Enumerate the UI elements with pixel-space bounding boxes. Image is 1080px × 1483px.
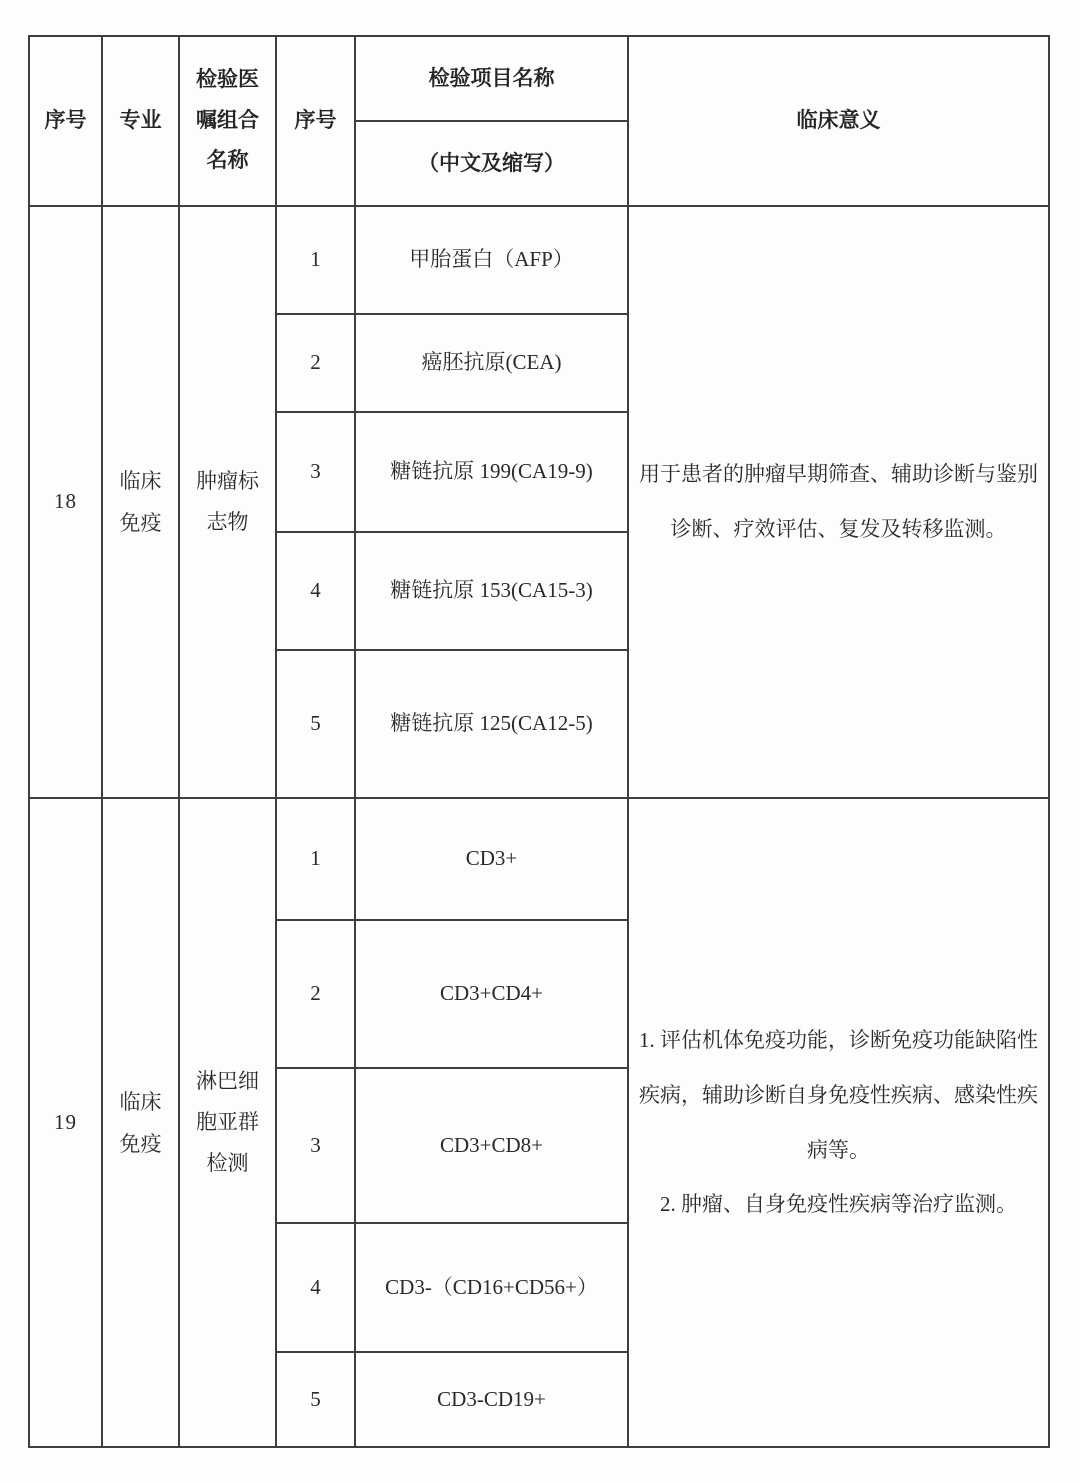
lab-test-order-table [28,35,1050,1448]
header-clinical [628,36,1049,206]
item-no: 2 [276,920,355,1068]
section-18-clinical [628,206,1049,798]
table-row [29,798,1049,920]
item-name: 糖链抗原 125(CA12-5) [355,650,628,798]
item-name: CD3+ [355,798,628,920]
section-18-specialty-label: 临床免疫 [119,469,162,535]
section-19-clinical [628,798,1049,1447]
header-order-group-label: 检验医嘱组合名称 [196,67,259,173]
table-row [29,206,1049,314]
item-name: CD3-（CD16+CD56+） [355,1223,628,1352]
item-name: 甲胎蛋白（AFP） [355,206,628,314]
item-no: 4 [276,532,355,650]
item-no: 4 [276,1223,355,1352]
header-specialty-label: 专业 [119,109,162,133]
header-specialty [102,36,179,206]
section-19-group-name-label: 淋巴细胞亚群检测 [196,1069,259,1175]
header-item-name-sub-label: （中文及缩写） [418,151,565,175]
header-item-seq-label: 序号 [294,109,337,133]
item-name: CD3+CD8+ [355,1068,628,1223]
item-name: 糖链抗原 199(CA19-9) [355,412,628,532]
item-no: 1 [276,798,355,920]
clinical-text-line-2: 2. 肿瘤、自身免疫性疾病等治疗监测。 [660,1192,1017,1217]
item-name: 癌胚抗原(CEA) [355,314,628,412]
header-item-name [355,36,628,121]
item-no: 2 [276,314,355,412]
section-18-specialty [102,206,179,798]
header-item-name-label: 检验项目名称 [428,66,555,90]
item-name: 糖链抗原 153(CA15-3) [355,532,628,650]
clinical-text: 用于患者的肿瘤早期筛查、辅助诊断与鉴别诊断、疗效评估、复发及转移监测。 [639,462,1038,541]
item-no: 5 [276,650,355,798]
item-name: CD3-CD19+ [355,1352,628,1447]
section-19-seq: 19 [29,798,102,1447]
header-order-group [179,36,276,206]
item-no: 3 [276,412,355,532]
section-19-specialty [102,798,179,1447]
item-no: 1 [276,206,355,314]
header-item-name-sub [355,121,628,206]
clinical-text-line-1: 1. 评估机体免疫功能，诊断免疫功能缺陷性疾病，辅助诊断自身免疫性疾病、感染性疾病等。 [639,1028,1038,1162]
header-item-seq [276,36,355,206]
header-seq [29,36,102,206]
item-no: 5 [276,1352,355,1447]
section-19-group-name [179,798,276,1447]
header-row-top [29,36,1049,121]
item-name: CD3+CD4+ [355,920,628,1068]
header-clinical-label: 临床意义 [796,109,881,133]
item-no: 3 [276,1068,355,1223]
section-18-seq: 18 [29,206,102,798]
section-19-specialty-label: 临床免疫 [119,1089,162,1156]
header-seq-label: 序号 [44,109,87,133]
section-18-group-name [179,206,276,798]
section-18-group-name-label: 肿瘤标志物 [196,469,259,534]
